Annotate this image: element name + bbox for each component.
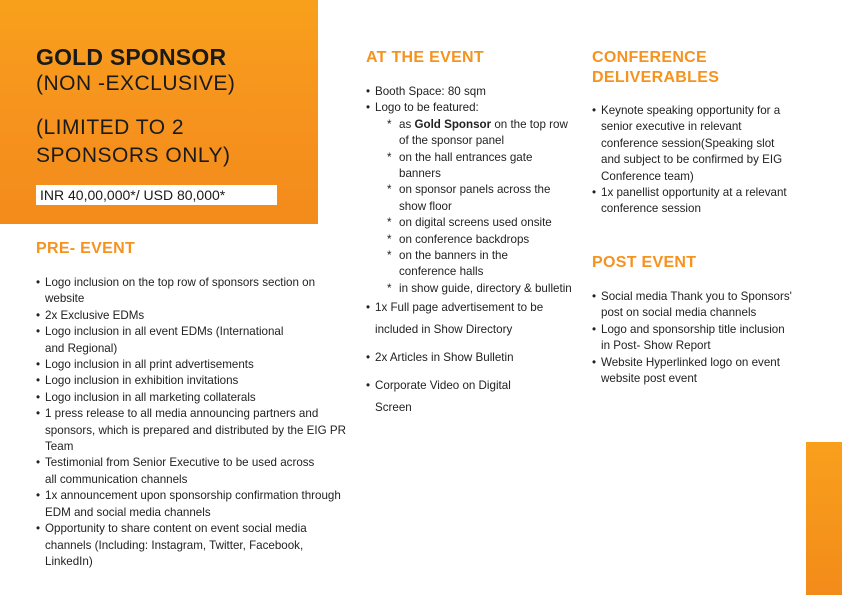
list-item: • 2x Exclusive EDMs xyxy=(36,308,346,324)
list-item: • Social media Thank you to Sponsors' post on social media channels xyxy=(592,289,792,322)
sponsor-tier-subtitle: (NON -EXCLUSIVE) xyxy=(36,72,236,95)
sub-item-bold: Gold Sponsor xyxy=(414,117,492,131)
list-item: • 2x Articles in Show Bulletin xyxy=(366,347,572,375)
sub-item-suffix: on the top row of the sponsor panel xyxy=(399,117,568,148)
list-item: • Logo inclusion in exhibition invitations xyxy=(36,373,346,389)
at-event-heading: AT THE EVENT xyxy=(366,49,484,66)
post-event-list xyxy=(592,289,792,387)
list-item: • Logo inclusion in all event EDMs (International and Regional) xyxy=(36,324,346,357)
sponsor-limit-note: (LIMITED TO 2 SPONSORS ONLY) xyxy=(36,116,231,167)
list-item xyxy=(366,100,572,297)
sub-list-item: * on conference backdrops xyxy=(387,232,572,248)
pre-event-heading: PRE- EVENT xyxy=(36,240,136,257)
logo-placement-list xyxy=(375,117,572,297)
list-item: • Keynote speaking opportunity for a senior executive in relevant conference session(Speaking slot and subject to be confirmed by EIG Conference team) xyxy=(592,103,792,185)
list-item: • Logo inclusion in all print advertisements xyxy=(36,357,346,373)
price-label: INR 40,00,000*/ USD 80,000* xyxy=(36,185,277,205)
hero-panel xyxy=(0,0,318,224)
decorative-side-bar xyxy=(806,442,842,595)
sub-list-item: * on the banners in the conference halls xyxy=(387,248,572,281)
post-event-heading: POST EVENT xyxy=(592,254,697,271)
list-item: • Corporate Video on Digital Screen xyxy=(366,375,572,425)
list-item: • Opportunity to share content on event social media channels (Including: Instagram, Twitter, Facebook, LinkedIn) xyxy=(36,521,346,570)
pre-event-list xyxy=(36,275,346,570)
conference-heading: CONFERENCE DELIVERABLES xyxy=(592,49,720,86)
list-item: • Logo and sponsorship title inclusion in Post- Show Report xyxy=(592,322,792,355)
list-item: • Testimonial from Senior Executive to be used across all communication channels xyxy=(36,455,346,488)
logo-featured-label: Logo to be featured: xyxy=(375,101,479,115)
list-item: • Logo inclusion on the top row of sponsors section on website xyxy=(36,275,346,308)
sub-list-item xyxy=(387,117,572,150)
sub-list-item: * in show guide, directory & bulletin xyxy=(387,281,572,297)
list-item: • 1x announcement upon sponsorship confirmation through EDM and social media channels xyxy=(36,488,346,521)
sub-list-item: * on sponsor panels across the show floor xyxy=(387,182,572,215)
at-event-list xyxy=(366,84,572,425)
list-item: • Booth Space: 80 sqm xyxy=(366,84,572,100)
list-item: • Logo inclusion in all marketing collaterals xyxy=(36,390,346,406)
list-item: • 1 press release to all media announcing partners and sponsors, which is prepared and distributed by the EIG PR Team xyxy=(36,406,346,455)
list-item: • 1x panellist opportunity at a relevant conference session xyxy=(592,185,792,218)
list-item: • Website Hyperlinked logo on event website post event xyxy=(592,355,792,388)
sponsor-tier-title: GOLD SPONSOR xyxy=(36,44,227,70)
sub-list-item: * on digital screens used onsite xyxy=(387,215,572,231)
list-item: • 1x Full page advertisement to be included in Show Directory xyxy=(366,297,572,347)
sub-list-item: * on the hall entrances gate banners xyxy=(387,150,572,183)
sub-item-prefix: as xyxy=(399,117,415,131)
conference-list xyxy=(592,103,792,218)
